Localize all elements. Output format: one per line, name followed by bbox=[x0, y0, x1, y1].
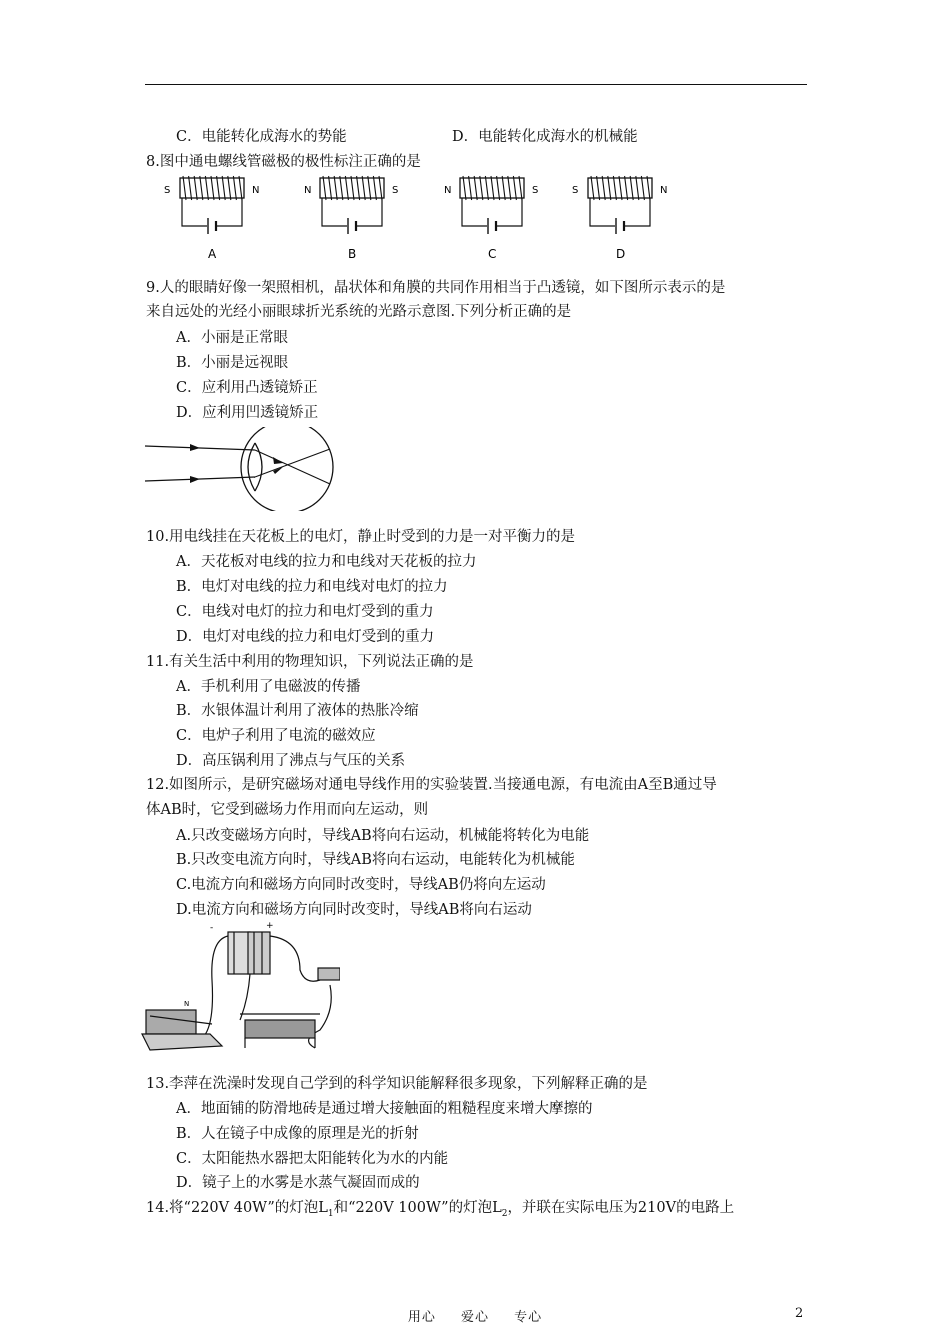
header-rule bbox=[145, 84, 807, 85]
battery-minus-label: - bbox=[210, 923, 214, 933]
q12-stem-line1: 12.如图所示，是研究磁场对通电导线作用的实验装置.当接通电源，有电流由A至B通过导 bbox=[146, 777, 717, 793]
q9-option-c: C．应利用凸透镜矫正 bbox=[176, 380, 318, 396]
left-pole-label: N bbox=[444, 185, 452, 196]
page-number: 2 bbox=[795, 1306, 804, 1321]
q9-eye-diagram bbox=[143, 427, 353, 511]
battery-plus-label: + bbox=[266, 921, 274, 931]
q14-stem bbox=[146, 1198, 734, 1224]
q10-option-d: D．电灯对电线的拉力和电灯受到的重力 bbox=[176, 629, 435, 645]
solenoid-figure-a bbox=[164, 176, 259, 261]
q11-option-b: B．水银体温计利用了液体的热胀冷缩 bbox=[176, 703, 419, 719]
q12-option-b: B.只改变电流方向时，导线AB将向右运动，电能转化为机械能 bbox=[176, 852, 575, 868]
footer-item: 爱心 bbox=[460, 1310, 489, 1325]
left-pole-label: S bbox=[572, 185, 579, 196]
q12-option-d: D.电流方向和磁场方向同时改变时，导线AB将向右运动 bbox=[176, 902, 532, 918]
footer bbox=[0, 1306, 950, 1325]
q8-solenoid-figures bbox=[150, 172, 670, 264]
q12-option-c: C.电流方向和磁场方向同时改变时，导线AB仍将向左运动 bbox=[176, 877, 546, 893]
q14-stem-b: 和“220V 100W”的灯泡L bbox=[333, 1200, 502, 1216]
q12-option-a: A.只改变磁场方向时，导线AB将向右运动，机械能将转化为电能 bbox=[176, 828, 590, 844]
footer-item: 专心 bbox=[514, 1310, 543, 1325]
q11-option-d: D．高压锅利用了沸点与气压的关系 bbox=[176, 753, 406, 769]
q13-option-a: A．地面铺的防滑地砖是通过增大接触面的粗糙程度来增大摩擦的 bbox=[176, 1101, 593, 1117]
q14-sub-2: 2 bbox=[501, 1208, 508, 1219]
right-pole-label: N bbox=[660, 185, 668, 196]
q14-sub-1: 1 bbox=[327, 1208, 334, 1219]
q10-option-c: C．电线对电灯的拉力和电灯受到的重力 bbox=[176, 604, 434, 620]
q10-option-a: A．天花板对电线的拉力和电线对天花板的拉力 bbox=[176, 554, 477, 570]
right-pole-label: S bbox=[532, 185, 539, 196]
q14-stem-c: ，并联在实际电压为210V的电路上 bbox=[507, 1200, 735, 1216]
solenoid-figure-d bbox=[572, 176, 667, 261]
figure-label: B bbox=[348, 247, 357, 261]
q9-stem-line2: 来自远处的光经小丽眼球折光系统的光路示意图.下列分析正确的是 bbox=[146, 304, 572, 320]
figure-label: D bbox=[616, 247, 626, 261]
right-pole-label: S bbox=[392, 185, 399, 196]
q13-option-b: B．人在镜子中成像的原理是光的折射 bbox=[176, 1126, 419, 1142]
q9-option-b: B．小丽是远视眼 bbox=[176, 355, 289, 371]
right-pole-label: N bbox=[252, 185, 260, 196]
q9-option-a: A．小丽是正常眼 bbox=[176, 330, 288, 346]
magnet-n-label: N bbox=[184, 1000, 190, 1008]
q12-stem-line2: 体AB时，它受到磁场力作用而向左运动，则 bbox=[146, 802, 429, 818]
figure-label: C bbox=[488, 247, 497, 261]
q9-option-d: D．应利用凹透镜矫正 bbox=[176, 405, 319, 421]
q13-option-c: C．太阳能热水器把太阳能转化为水的内能 bbox=[176, 1151, 449, 1167]
left-pole-label: N bbox=[304, 185, 312, 196]
q7-option-d: D．电能转化成海水的机械能 bbox=[452, 129, 638, 145]
solenoid-figure-c bbox=[444, 176, 538, 261]
q14-stem-a: 14.将“220V 40W”的灯泡L bbox=[146, 1200, 328, 1216]
q9-stem-line1: 9.人的眼睛好像一架照相机，晶状体和角膜的共同作用相当于凸透镜，如下图所示表示的是 bbox=[146, 280, 726, 296]
q11-option-a: A．手机利用了电磁波的传播 bbox=[176, 679, 361, 695]
q11-stem: 11.有关生活中利用的物理知识，下列说法正确的是 bbox=[146, 654, 474, 670]
q10-option-b: B．电灯对电线的拉力和电线对电灯的拉力 bbox=[176, 579, 448, 595]
q13-option-d: D．镜子上的水雾是水蒸气凝固而成的 bbox=[176, 1175, 420, 1191]
q13-stem: 13.李萍在洗澡时发现自己学到的科学知识能解释很多现象，下列解释正确的是 bbox=[146, 1076, 648, 1092]
q10-stem: 10.用电线挂在天花板上的电灯，静止时受到的力是一对平衡力的是 bbox=[146, 529, 576, 545]
footer-item: 用心 bbox=[407, 1310, 436, 1325]
q8-stem: 8.图中通电螺线管磁极的极性标注正确的是 bbox=[146, 154, 421, 170]
left-pole-label: S bbox=[164, 185, 171, 196]
solenoid-figure-b bbox=[304, 176, 398, 261]
q7-option-c: C．电能转化成海水的势能 bbox=[176, 129, 347, 145]
q11-option-c: C．电炉子利用了电流的磁效应 bbox=[176, 728, 376, 744]
figure-label: A bbox=[208, 247, 217, 261]
q12-apparatus-figure bbox=[140, 918, 340, 1054]
